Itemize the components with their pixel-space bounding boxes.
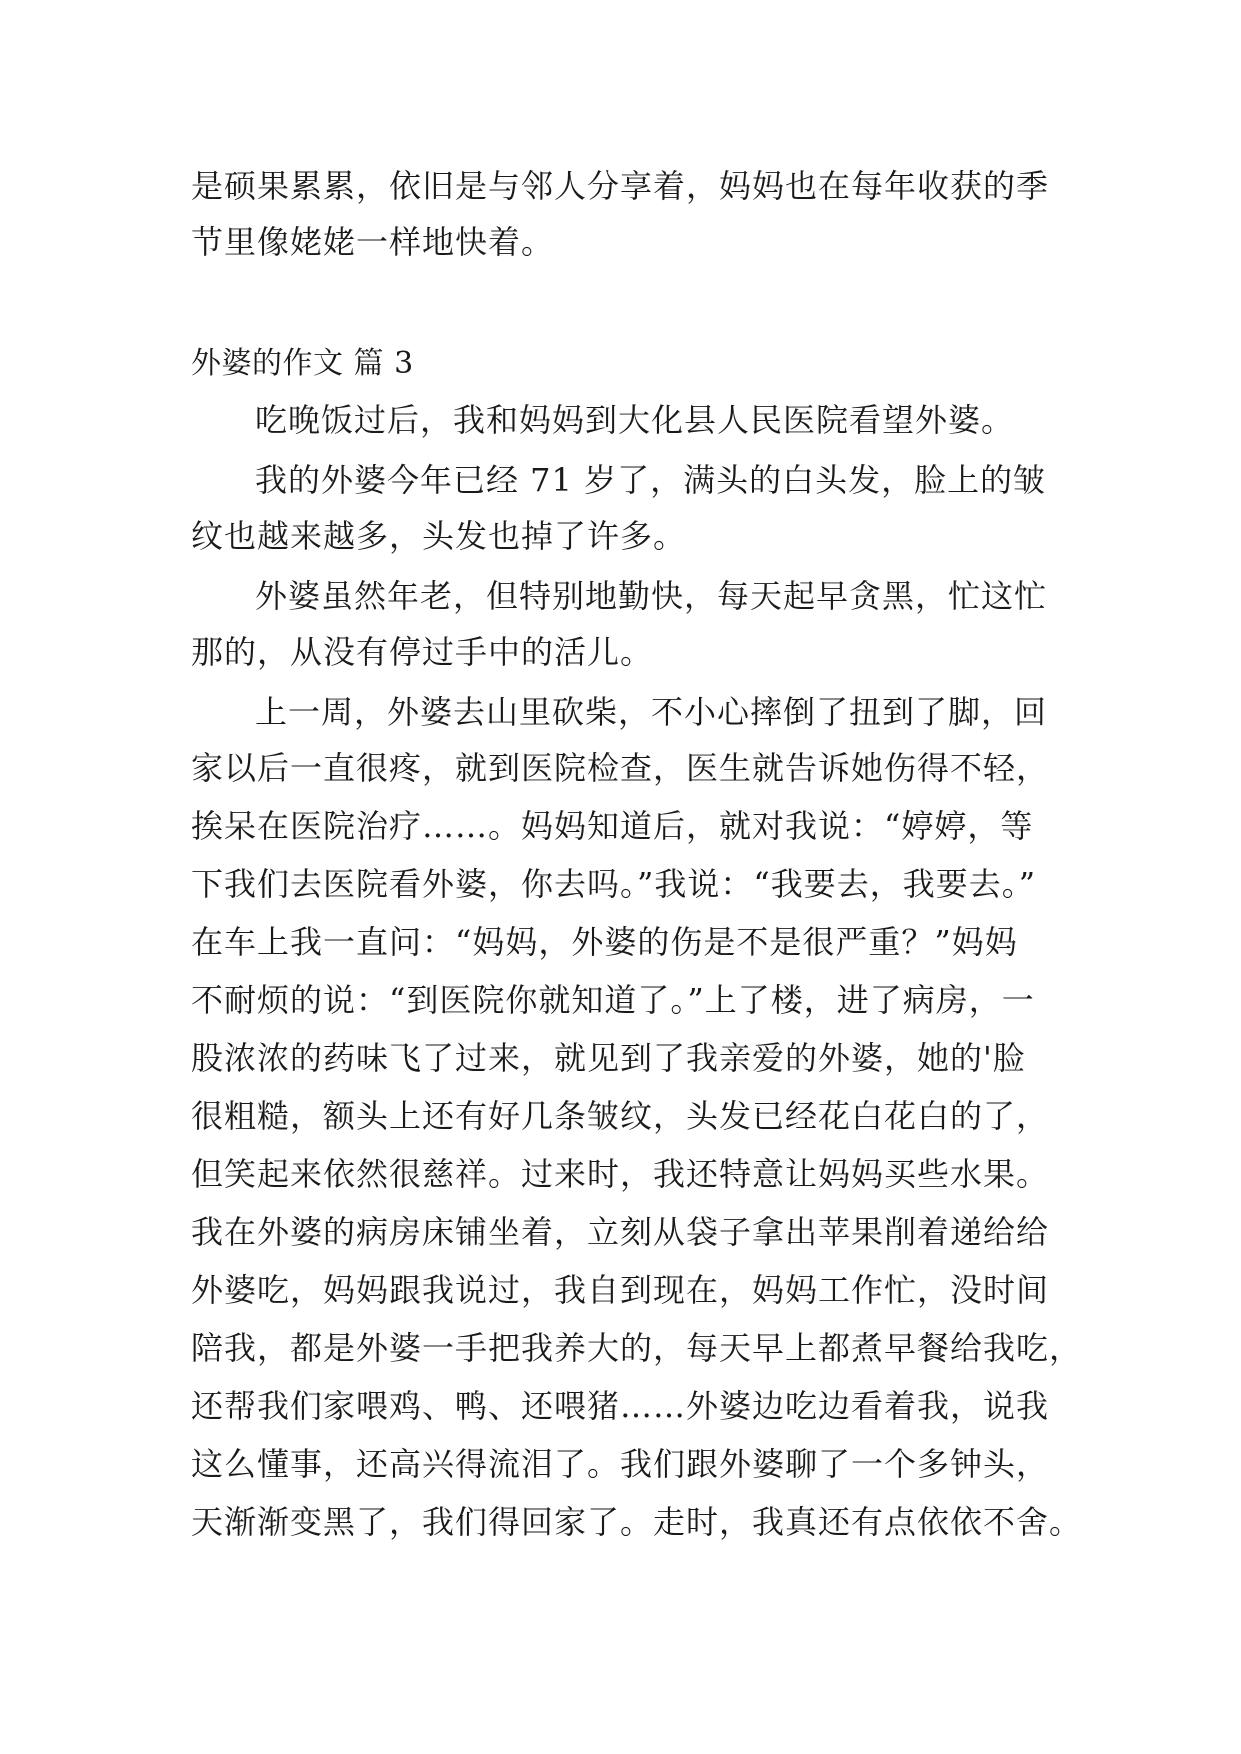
paragraph-line: 我的外婆今年已经 71 岁了，满头的白头发，脸上的皱: [255, 461, 1047, 499]
paragraph-line: 外婆吃，妈妈跟我说过，我自到现在，妈妈工作忙，没时间: [191, 1271, 1050, 1309]
paragraph-line: 那的，从没有停过手中的活儿。: [191, 633, 654, 671]
paragraph-line: 上一周，外婆去山里砍柴，不小心摔倒了扭到了脚，回: [255, 693, 1048, 731]
paragraph-line: 陪我，都是外婆一手把我养大的，每天早上都煮早餐给我吃，: [191, 1329, 1083, 1367]
paragraph-line: 在车上我一直问：“妈妈，外婆的伤是不是很严重？”妈妈: [191, 923, 1018, 961]
paragraph-line: 我在外婆的病房床铺坐着，立刻从袋子拿出苹果削着递给给: [191, 1213, 1050, 1251]
paragraph-line: 节里像姥姥一样地快着。: [191, 223, 555, 261]
paragraph-line: 挨呆在医院治疗……。妈妈知道后，就对我说：“婷婷，等: [191, 807, 1034, 845]
paragraph-line: 还帮我们家喂鸡、鸭、还喂猪……外婆边吃边看着我，说我: [191, 1387, 1050, 1425]
paragraph-line: 是硕果累累，依旧是与邻人分享着，妈妈也在每年收获的季: [191, 167, 1050, 205]
paragraph-line: 不耐烦的说：“到医院你就知道了。”上了楼，进了病房，一: [191, 981, 1035, 1019]
paragraph-line: 家以后一直很疼，就到医院检查，医生就告诉她伤得不轻，: [191, 749, 1050, 787]
paragraph-line: 天渐渐变黑了，我们得回家了。走时，我真还有点依依不舍。: [191, 1503, 1083, 1541]
paragraph-line: 但笑起来依然很慈祥。过来时，我还特意让妈妈买些水果。: [191, 1155, 1050, 1193]
paragraph-line: 纹也越来越多，头发也掉了许多。: [191, 517, 687, 555]
paragraph-line: 股浓浓的药味飞了过来，就见到了我亲爱的外婆，她的'脸: [191, 1039, 1026, 1077]
paragraph-line: 下我们去医院看外婆，你去吗。”我说：“我要去，我要去。”: [191, 865, 1037, 903]
paragraph-line: 很粗糙，额头上还有好几条皱纹，头发已经花白花白的了，: [191, 1097, 1050, 1135]
paragraph-line: 吃晚饭过后，我和妈妈到大化县人民医院看望外婆。: [255, 401, 1015, 439]
paragraph-line: 这么懂事，还高兴得流泪了。我们跟外婆聊了一个多钟头，: [191, 1445, 1050, 1483]
paragraph-line: 外婆虽然年老，但特别地勤快，每天起早贪黑，忙这忙: [255, 577, 1048, 615]
section-heading: 外婆的作文 篇 3: [191, 346, 414, 381]
